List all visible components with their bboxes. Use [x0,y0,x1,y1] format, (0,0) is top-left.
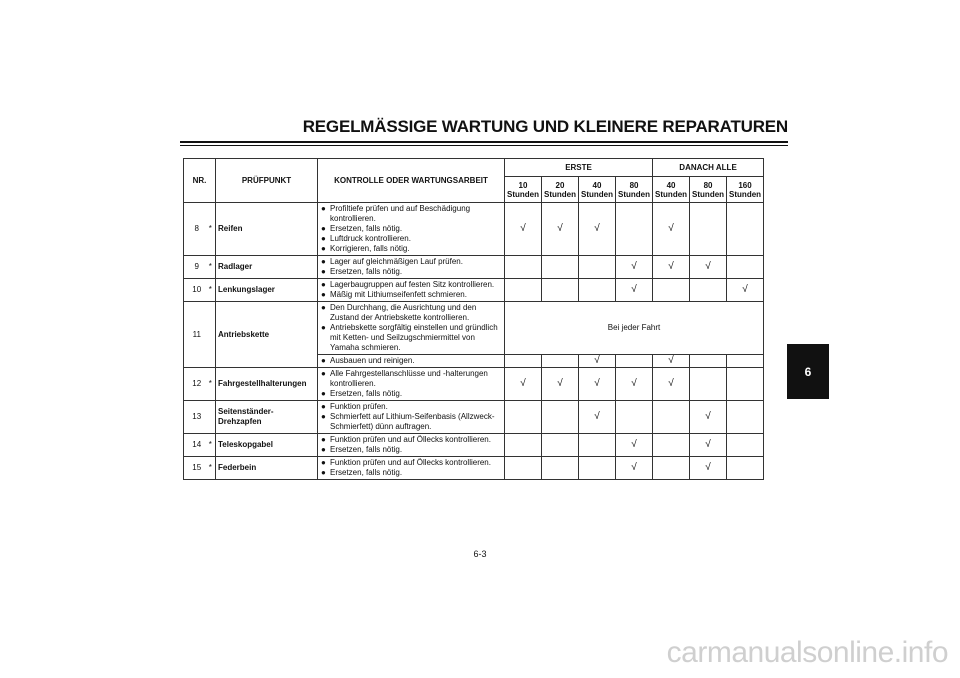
row-item: Seitenständer-Drehzapfen [216,401,318,434]
interval-cell [542,203,579,256]
row-number: 8 [184,203,206,256]
interval-cell [542,279,579,302]
interval-cell [653,434,690,457]
operation-text: Funktion prüfen. [330,402,388,411]
bullet-icon: ● [321,290,326,299]
operation-item [320,290,502,300]
operation-text: Profiltiefe prüfen und auf Beschädigung kontrollieren. [330,204,471,223]
bullet-icon: ● [321,204,326,213]
operation-item [320,257,502,267]
bullet-icon: ● [321,445,326,454]
table-row [184,256,764,279]
operation-item [320,435,502,445]
interval-cell [727,203,764,256]
header-interval [579,177,616,203]
check-mark: √ [631,284,637,295]
operation-text: Funktion prüfen und auf Öllecks kontrollieren. [330,435,491,444]
bullet-icon: ● [321,356,326,365]
interval-cell [579,368,616,401]
operation-text: Lager auf gleichmäßigen Lauf prüfen. [330,257,463,266]
header-kontrolle: KONTROLLE ODER WARTUNGSARBEIT [318,159,505,203]
operation-item [320,323,502,353]
table-row [184,279,764,302]
operations-cell [318,279,505,302]
interval-cell [542,434,579,457]
header-interval [505,177,542,203]
interval-cell [727,256,764,279]
interval-cell [616,434,653,457]
bullet-icon: ● [321,458,326,467]
check-mark: √ [520,223,526,234]
every-ride-cell: Bei jeder Fahrt [505,302,764,355]
interval-cell [690,401,727,434]
interval-cell [616,279,653,302]
operation-text: Mäßig mit Lithiumseifenfett schmieren. [330,290,467,299]
title-rule-thin [180,145,788,146]
interval-cell [579,401,616,434]
interval-cell [616,457,653,480]
interval-cell [542,401,579,434]
check-mark: √ [594,378,600,389]
header-interval [542,177,579,203]
bullet-icon: ● [321,389,326,398]
operation-text: Funktion prüfen und auf Öllecks kontrollieren. [330,458,491,467]
interval-cell [542,256,579,279]
check-mark: √ [594,411,600,422]
header-interval [616,177,653,203]
check-mark: √ [668,261,674,272]
operation-item [320,445,502,455]
bullet-icon: ● [321,244,326,253]
row-item: Fahrgestellhalterungen [216,368,318,401]
interval-unit: Stunden [581,189,613,199]
page-number: 6-3 [473,549,487,559]
interval-cell [579,279,616,302]
interval-unit: Stunden [692,189,725,199]
interval-cell [505,279,542,302]
interval-cell [505,355,542,368]
operations-cell [318,256,505,279]
header-erste: ERSTE [505,159,653,177]
row-star [206,302,216,368]
row-number: 14 [184,434,206,457]
interval-cell [542,368,579,401]
interval-unit: Stunden [655,189,688,199]
interval-value: 80 [629,180,639,190]
operation-text: Lagerbaugruppen auf festen Sitz kontrollieren. [330,280,495,289]
check-mark: √ [705,462,711,473]
operation-item [320,303,502,323]
interval-cell [690,203,727,256]
operation-text: Ersetzen, falls nötig. [330,267,403,276]
interval-cell [653,368,690,401]
check-mark: √ [742,284,748,295]
maintenance-table [183,158,764,480]
interval-cell [690,434,727,457]
interval-unit: Stunden [618,189,651,199]
title-rule [180,141,788,143]
header-pruefpunkt: PRÜFPUNKT [216,159,318,203]
interval-cell [653,401,690,434]
check-mark: √ [631,261,637,272]
operation-text: Ausbauen und reinigen. [330,356,415,365]
operations-cell [318,368,505,401]
bullet-icon: ● [321,402,326,411]
operation-item [320,458,502,468]
bullet-icon: ● [321,468,326,477]
chapter-tab: 6 [787,344,829,399]
check-mark: √ [668,355,674,366]
interval-cell [727,434,764,457]
operation-text: Alle Fahrgestellanschlüsse und -halterungen kontrollieren. [330,369,488,388]
bullet-icon: ● [321,369,326,378]
row-item: Federbein [216,457,318,480]
operations-cell [318,302,505,355]
operations-cell [318,401,505,434]
bullet-icon: ● [321,280,326,289]
interval-cell [690,457,727,480]
interval-value: 20 [555,180,565,190]
interval-cell [505,256,542,279]
header-danach: DANACH ALLE [653,159,764,177]
row-item: Radlager [216,256,318,279]
operation-item [320,369,502,389]
operation-item [320,412,502,432]
operation-item [320,389,502,399]
row-star: * [206,279,216,302]
operation-item [320,468,502,478]
check-mark: √ [668,223,674,234]
interval-cell [727,457,764,480]
interval-cell [727,279,764,302]
interval-cell [690,256,727,279]
row-number: 11 [184,302,206,368]
row-star: * [206,457,216,480]
interval-unit: Stunden [729,189,762,199]
interval-cell [542,457,579,480]
interval-cell [579,355,616,368]
table-row [184,203,764,256]
interval-cell [653,457,690,480]
interval-cell [616,355,653,368]
row-item: Antriebskette [216,302,318,368]
row-number: 9 [184,256,206,279]
interval-value: 80 [703,180,713,190]
interval-cell [505,434,542,457]
interval-cell [653,203,690,256]
operation-text: Ersetzen, falls nötig. [330,468,403,477]
operation-item [320,204,502,224]
bullet-icon: ● [321,224,326,233]
page-title: REGELMÄSSIGE WARTUNG UND KLEINERE REPARATUREN [302,117,788,136]
header-nr: NR. [184,159,216,203]
check-mark: √ [520,378,526,389]
header-interval [653,177,690,203]
row-star: * [206,203,216,256]
operation-item [320,244,502,254]
check-mark: √ [631,462,637,473]
bullet-icon: ● [321,412,326,421]
operation-item [320,356,502,366]
operation-text: Ersetzen, falls nötig. [330,224,403,233]
interval-cell [653,256,690,279]
bullet-icon: ● [321,303,326,312]
bullet-icon: ● [321,267,326,276]
interval-value: 160 [738,180,752,190]
check-mark: √ [594,223,600,234]
table-row [184,302,764,355]
table-row [184,457,764,480]
bullet-icon: ● [321,234,326,243]
interval-cell [505,368,542,401]
interval-cell [690,368,727,401]
interval-cell [616,256,653,279]
interval-cell [616,203,653,256]
check-mark: √ [557,378,563,389]
operation-text: Schmierfett auf Lithium-Seifenbasis (Allzweck-Schmierfett) dünn auftragen. [330,412,495,431]
operation-text: Luftdruck kontrollieren. [330,234,411,243]
interval-value: 40 [666,180,676,190]
check-mark: √ [631,439,637,450]
interval-cell [727,355,764,368]
check-mark: √ [631,378,637,389]
operation-text: Den Durchhang, die Ausrichtung und den Zustand der Antriebskette kontrollieren. [330,303,477,322]
operations-cell [318,457,505,480]
check-mark: √ [594,355,600,366]
operation-item [320,234,502,244]
operation-text: Korrigieren, falls nötig. [330,244,410,253]
interval-cell [653,355,690,368]
row-star: * [206,368,216,401]
operations-cell [318,355,505,368]
bullet-icon: ● [321,435,326,444]
operation-item [320,224,502,234]
table-row [184,368,764,401]
interval-cell [616,401,653,434]
interval-cell [579,434,616,457]
interval-cell [579,256,616,279]
bullet-icon: ● [321,257,326,266]
operation-item [320,280,502,290]
interval-cell [616,368,653,401]
interval-cell [727,401,764,434]
interval-cell [727,368,764,401]
check-mark: √ [668,378,674,389]
check-mark: √ [705,411,711,422]
operations-cell [318,434,505,457]
row-number: 15 [184,457,206,480]
interval-unit: Stunden [507,189,539,199]
interval-value: 40 [592,180,602,190]
row-item: Lenkungslager [216,279,318,302]
interval-cell [505,401,542,434]
interval-value: 10 [518,180,528,190]
operation-text: Antriebskette sorgfältig einstellen und gründlich mit Ketten- und Seilzugschmiermittel von Yamaha schmieren. [330,323,498,352]
row-star: * [206,434,216,457]
row-number: 13 [184,401,206,434]
row-star [206,401,216,434]
interval-cell [579,457,616,480]
interval-cell [505,457,542,480]
header-row-1 [184,159,764,177]
interval-unit: Stunden [544,189,576,199]
header-interval [690,177,727,203]
row-number: 10 [184,279,206,302]
header-interval [727,177,764,203]
operation-item [320,267,502,277]
interval-cell [690,279,727,302]
operation-item [320,402,502,412]
interval-cell [505,203,542,256]
row-star: * [206,256,216,279]
operations-cell [318,203,505,256]
check-mark: √ [705,261,711,272]
interval-cell [690,355,727,368]
row-item: Reifen [216,203,318,256]
check-mark: √ [557,223,563,234]
operation-text: Ersetzen, falls nötig. [330,389,403,398]
check-mark: √ [705,439,711,450]
row-number: 12 [184,368,206,401]
table-row [184,401,764,434]
interval-cell [579,203,616,256]
interval-cell [653,279,690,302]
table-row [184,434,764,457]
operation-text: Ersetzen, falls nötig. [330,445,403,454]
watermark: carmanualsonline.info [666,636,948,669]
interval-cell [542,355,579,368]
row-item: Teleskopgabel [216,434,318,457]
bullet-icon: ● [321,323,326,332]
